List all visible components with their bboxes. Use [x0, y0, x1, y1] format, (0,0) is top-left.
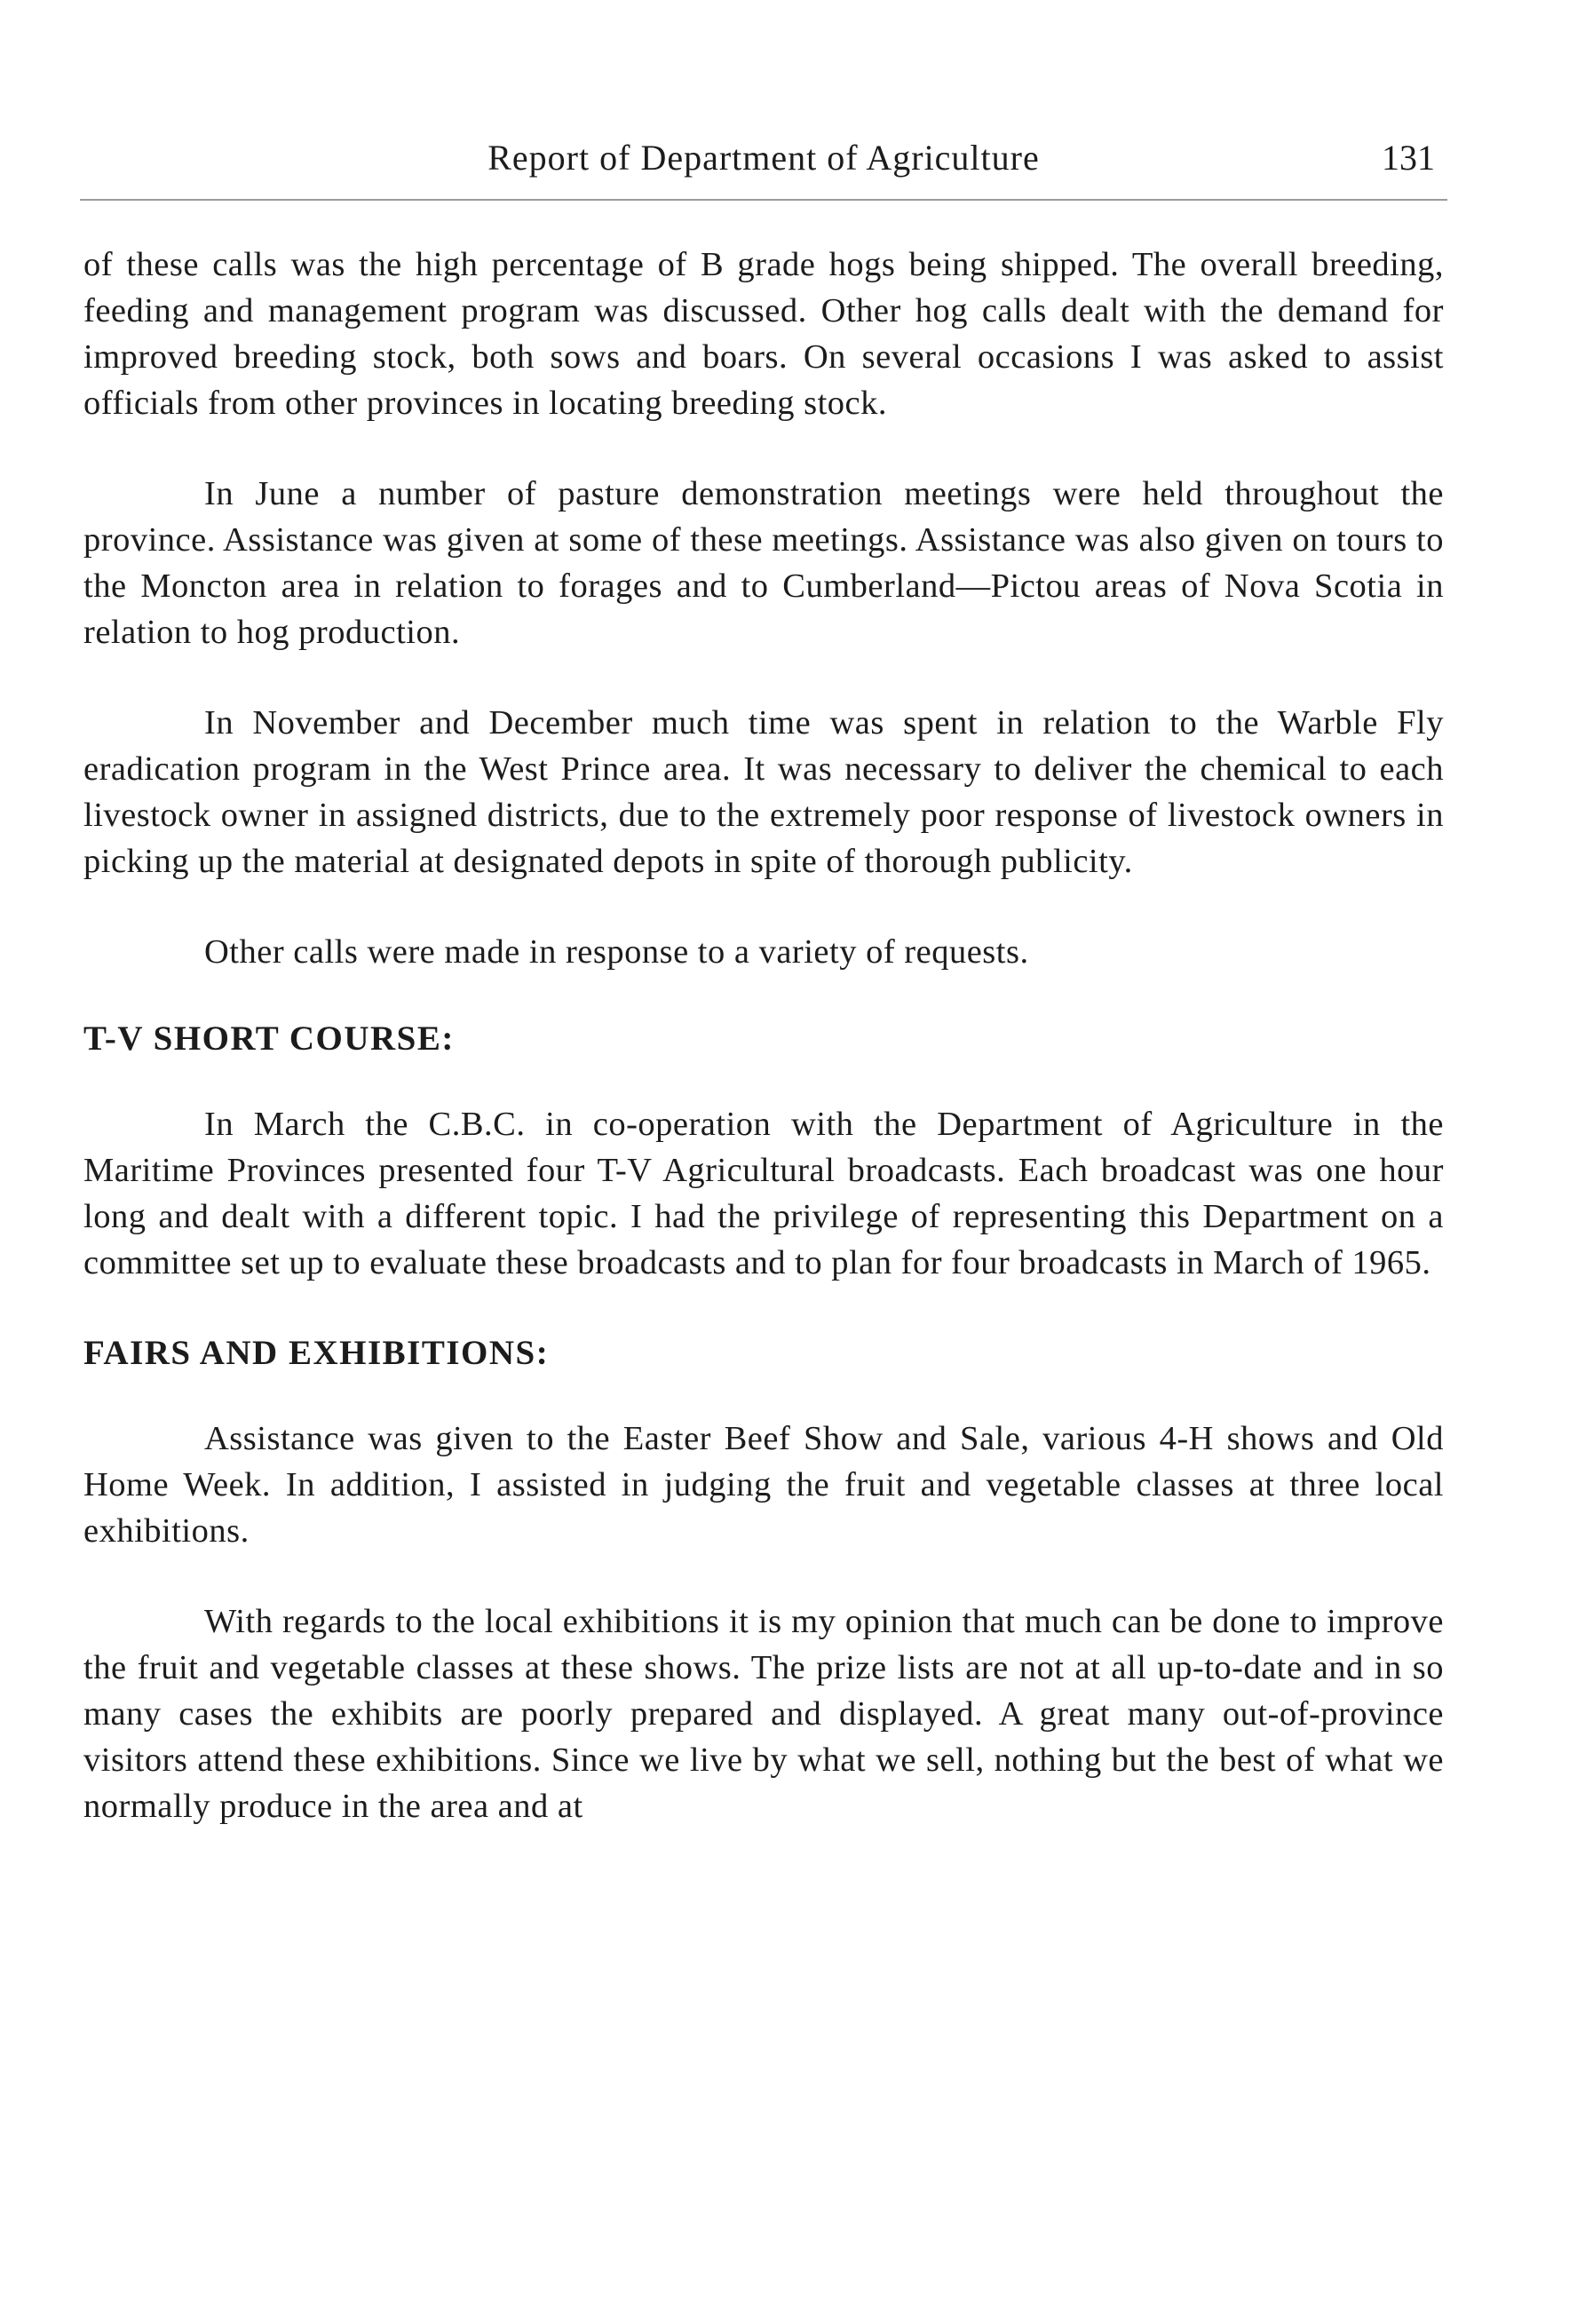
section-heading-fairs-exhibitions: FAIRS AND EXHIBITIONS: [83, 1334, 550, 1372]
section-heading-tv-short-course: T-V SHORT COURSE: [83, 1019, 455, 1058]
page-number: 131 [1382, 138, 1435, 178]
paragraph-local-exhibitions: With regards to the local exhibitions it is my opinion that much can be done to improve the fruit and vegetable classes at these shows. The prize lists are not at all up-to-date and in so many cases the exhibits are poorly prepared and displayed. A great many out-of-province visitors attend these exhibitions. Since we live by what we sell, nothing but the best of what we normally produce in the area and at [83, 1603, 1444, 1825]
header-rule [80, 199, 1447, 201]
paragraph-pasture-meetings: In June a number of pasture demonstration meetings were held throughout the province. Assistance was given at some of these meetings. Assistance was also given on tours to the Moncton area in relation to forages and to Cumberland—Pictou areas of Nova Scotia in relation to hog production. [83, 475, 1444, 651]
paragraph-tv-broadcasts: In March the C.B.C. in co-operation with the Department of Agriculture in the Maritime Provinces presented four T-V Agricultural broadcasts. Each broadcast was one hour long and dealt with a different topic. I had the privilege of representing this Department on a committee set up to evaluate these broadcasts and to plan for four broadcasts in March of 1965. [83, 1106, 1444, 1281]
paragraph-warble-fly: In November and December much time was spent in relation to the Warble Fly eradication program in the West Prince area. It was necessary to deliver the chemical to each livestock owner in assigned districts, due to the extremely poor response of livestock owners in picking up the material at designated depots in spite of thorough publicity. [83, 704, 1444, 880]
paragraph-hog-calls: of these calls was the high percentage of B grade hogs being shipped. The overall breeding, feeding and management program was discussed. Other hog calls dealt with the demand for improved breeding stock, both sows and boars. On several occasions I was asked to assist officials from other provinces in locating breeding stock. [83, 246, 1444, 422]
paragraph-easter-beef-show: Assistance was given to the Easter Beef Show and Sale, various 4-H shows and Old Home Week. In addition, I assisted in judging the fruit and vegetable classes at three local exhibitions. [83, 1420, 1444, 1550]
body-text [83, 242, 1444, 1874]
running-header [80, 133, 1447, 195]
header-title: Report of Department of Agriculture [487, 138, 1040, 178]
paragraph-other-calls: Other calls were made in response to a variety of requests. [204, 933, 1029, 971]
